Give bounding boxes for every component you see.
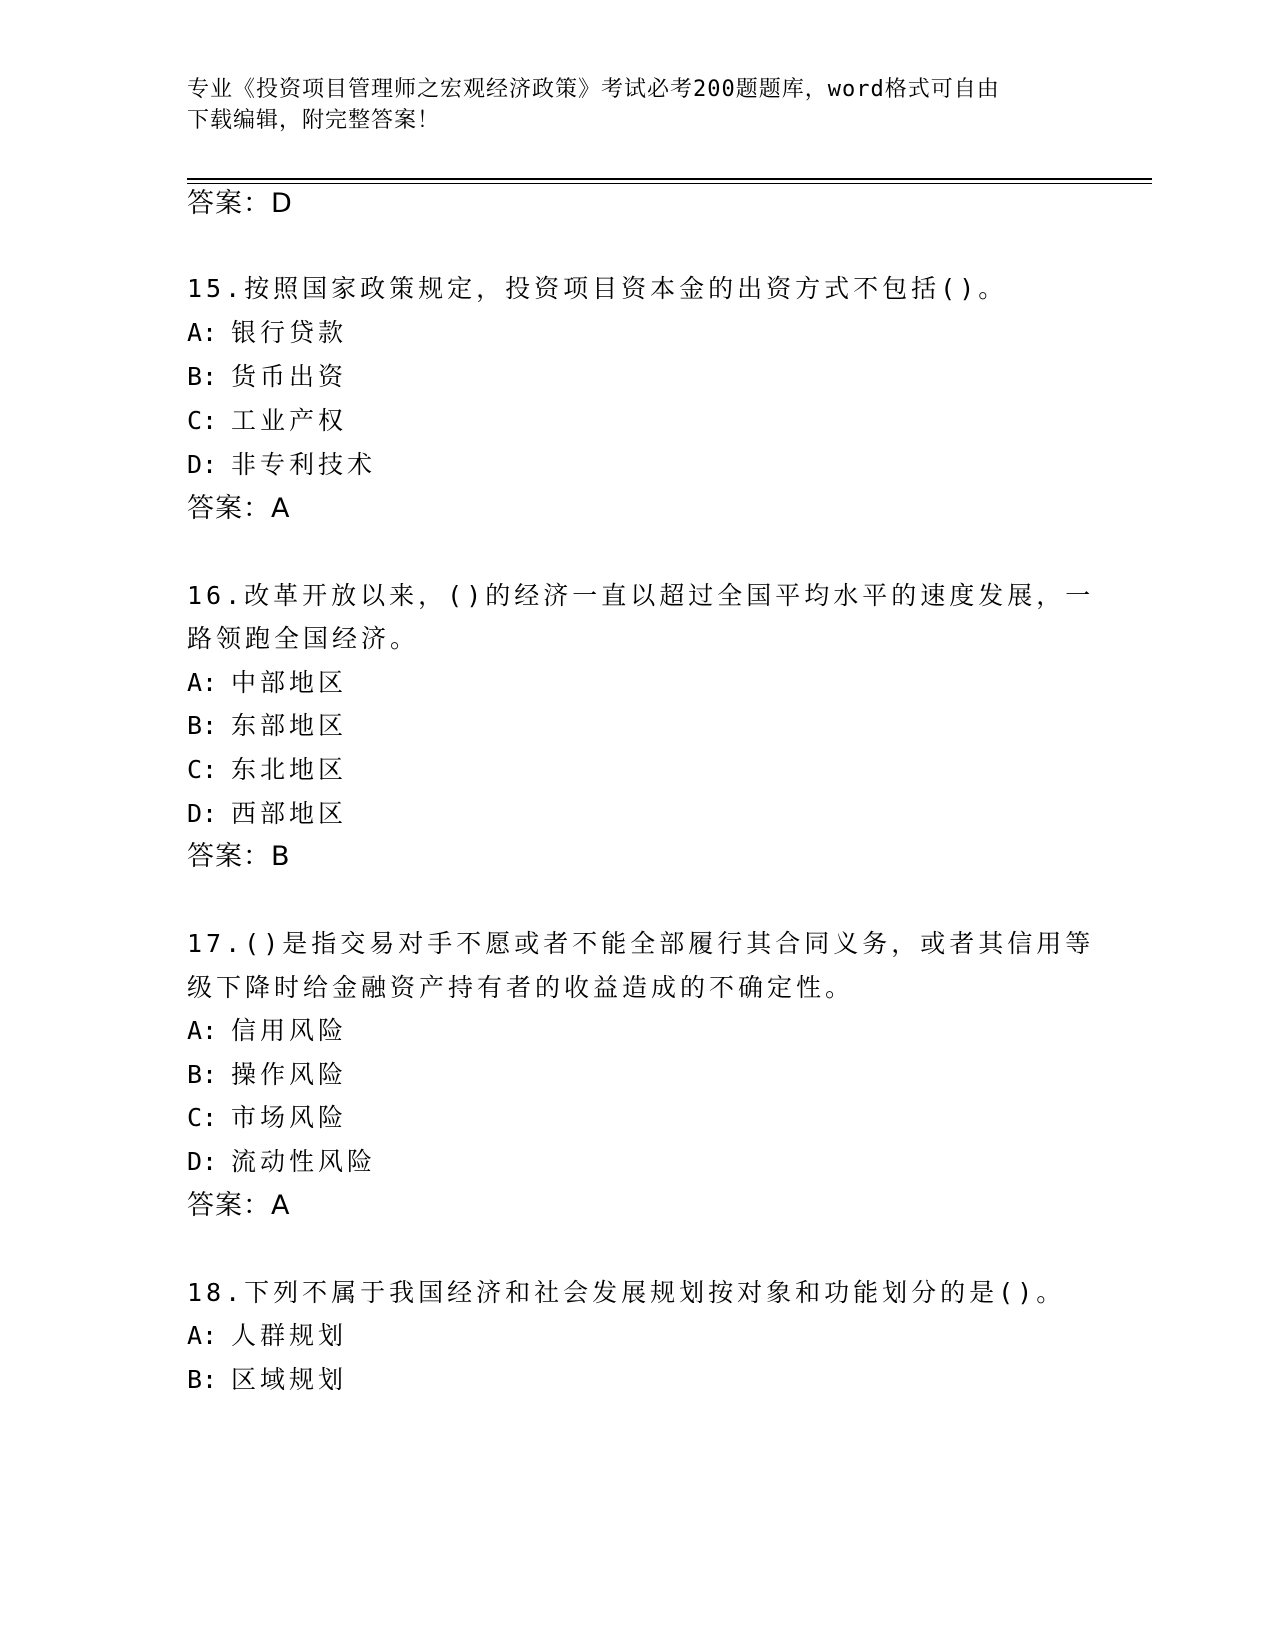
- question-16-option-a: A: 中部地区: [187, 668, 348, 697]
- question-17-option-d: D: 流动性风险: [187, 1147, 377, 1176]
- question-16-option-c: C: 东北地区: [187, 755, 348, 784]
- question-15-option-d: D: 非专利技术: [187, 450, 377, 479]
- header-line-2: 下载编辑，附完整答案！: [187, 108, 441, 133]
- question-17-option-a: A: 信用风险: [187, 1016, 348, 1045]
- document-header: [187, 74, 1067, 136]
- question-15-option-b: B: 货币出资: [187, 362, 348, 391]
- header-line-1: 专业《投资项目管理师之宏观经济政策》考试必考200题题库，word格式可自由: [187, 77, 1000, 102]
- header-rule-thin: [187, 183, 1152, 184]
- question-17-option-b: B: 操作风险: [187, 1060, 348, 1089]
- question-15-answer: 答案：A: [187, 493, 291, 524]
- question-17-answer: 答案：A: [187, 1190, 291, 1221]
- question-18-option-a: A: 人群规划: [187, 1321, 348, 1350]
- question-18-stem: 18.下列不属于我国经济和社会发展规划按对象和功能划分的是()。: [187, 1278, 1066, 1307]
- question-16-answer: 答案：B: [187, 841, 291, 872]
- question-17-option-c: C: 市场风险: [187, 1103, 348, 1132]
- question-16-option-d: D: 西部地区: [187, 799, 348, 828]
- question-16-stem-line-2: 路领跑全国经济。: [187, 624, 420, 653]
- question-16-stem-line-1: 16.改革开放以来，()的经济一直以超过全国平均水平的速度发展，一: [187, 581, 1095, 610]
- header-rule-thick: [187, 178, 1152, 180]
- question-15-option-a: A: 银行贷款: [187, 318, 348, 347]
- question-17-stem-line-2: 级下降时给金融资产持有者的收益造成的不确定性。: [187, 973, 855, 1002]
- question-18-option-b: B: 区域规划: [187, 1365, 348, 1394]
- question-15-option-c: C: 工业产权: [187, 406, 348, 435]
- question-16-option-b: B: 东部地区: [187, 711, 348, 740]
- question-15-stem: 15.按照国家政策规定，投资项目资本金的出资方式不包括()。: [187, 274, 1008, 303]
- question-17-stem-line-1: 17.()是指交易对手不愿或者不能全部履行其合同义务，或者其信用等: [187, 929, 1095, 958]
- prev-answer: 答案：D: [187, 188, 293, 219]
